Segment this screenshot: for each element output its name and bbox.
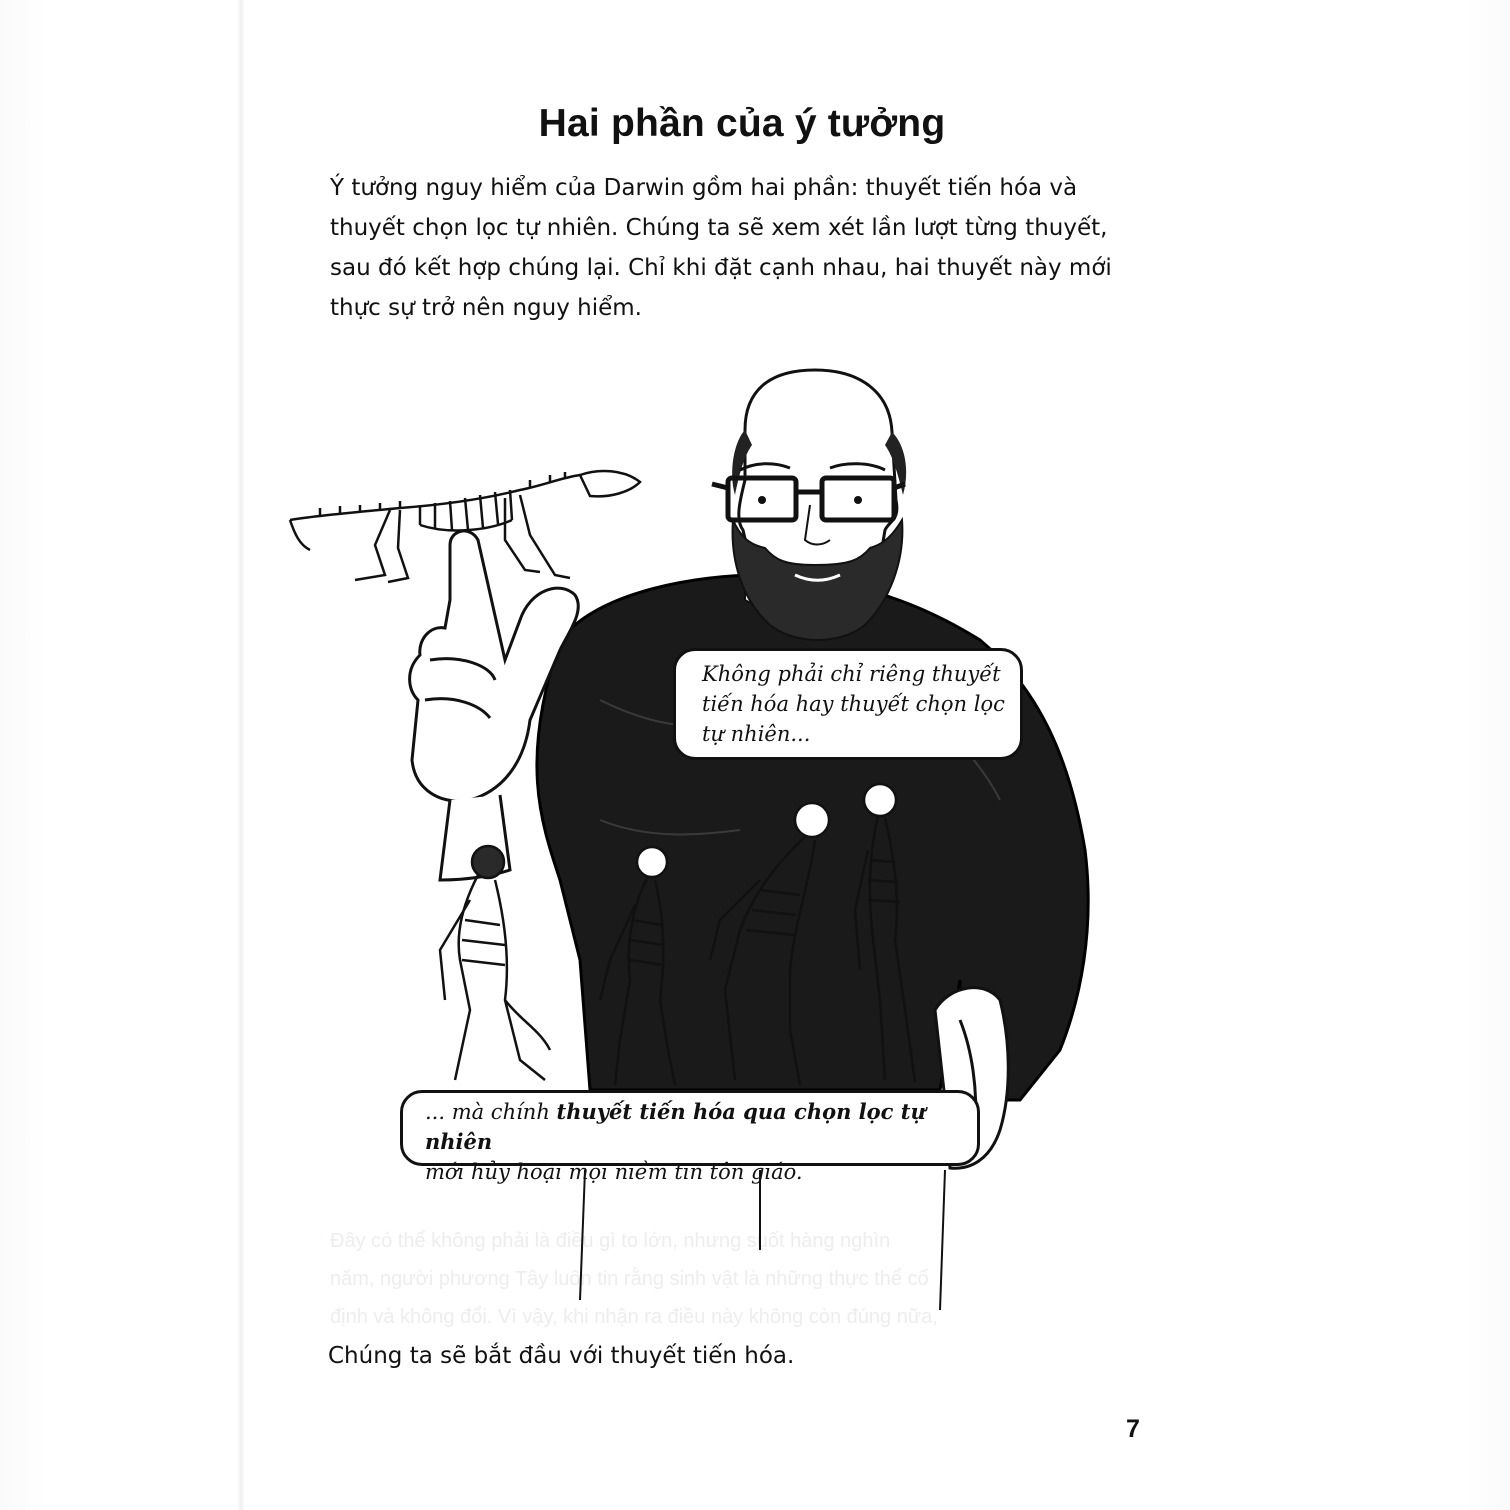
intro-line: thuyết chọn lọc tự nhiên. Chúng ta sẽ xem xét lần lượt từng thuyết, — [330, 215, 1108, 241]
show-through-text: Đây có thể không phải là điều gì to lớn, nhưng suốt hàng nghìn — [330, 1230, 891, 1252]
intro-line: Ý tưởng nguy hiểm của Darwin gồm hai phần: thuyết tiến hóa và — [330, 175, 1078, 201]
skeleton-1 — [440, 846, 550, 1080]
speech-bubble-1 — [673, 648, 1023, 760]
show-through-text: định và không đổi. Vì vậy, khi nhận ra điều này không còn đúng nữa, — [330, 1306, 938, 1328]
show-through-text: năm, người phương Tây luôn tin rằng sinh vật là những thực thể cố — [330, 1268, 929, 1290]
intro-line: thực sự trở nên nguy hiểm. — [330, 295, 642, 321]
man-legs — [580, 1170, 945, 1310]
bubble-1-line: tiến hóa hay thuyết chọn lọc — [702, 692, 1005, 716]
intro-line: sau đó kết hợp chúng lại. Chỉ khi đặt cạnh nhau, hai thuyết này mới — [330, 255, 1112, 281]
bubble-2-emphasis: thuyết tiến hóa qua chọn lọc tự nhiên — [425, 1099, 926, 1154]
page-title: Hai phần của ý tưởng — [538, 102, 946, 145]
bubble-2-line-1 — [425, 1097, 963, 1157]
bubble-1-line: tự nhiên... — [702, 722, 811, 746]
page-number: 7 — [1126, 1415, 1140, 1443]
bubble-2-prefix: ... mà chính — [425, 1100, 557, 1124]
closing-sentence: Chúng ta sẽ bắt đầu với thuyết tiến hóa. — [328, 1343, 795, 1369]
speech-bubble-2 — [400, 1090, 980, 1184]
bubble-2-line-2: mới hủy hoại mọi niềm tin tôn giáo. — [425, 1160, 803, 1184]
bubble-1-line: Không phải chỉ riêng thuyết — [702, 662, 1001, 686]
